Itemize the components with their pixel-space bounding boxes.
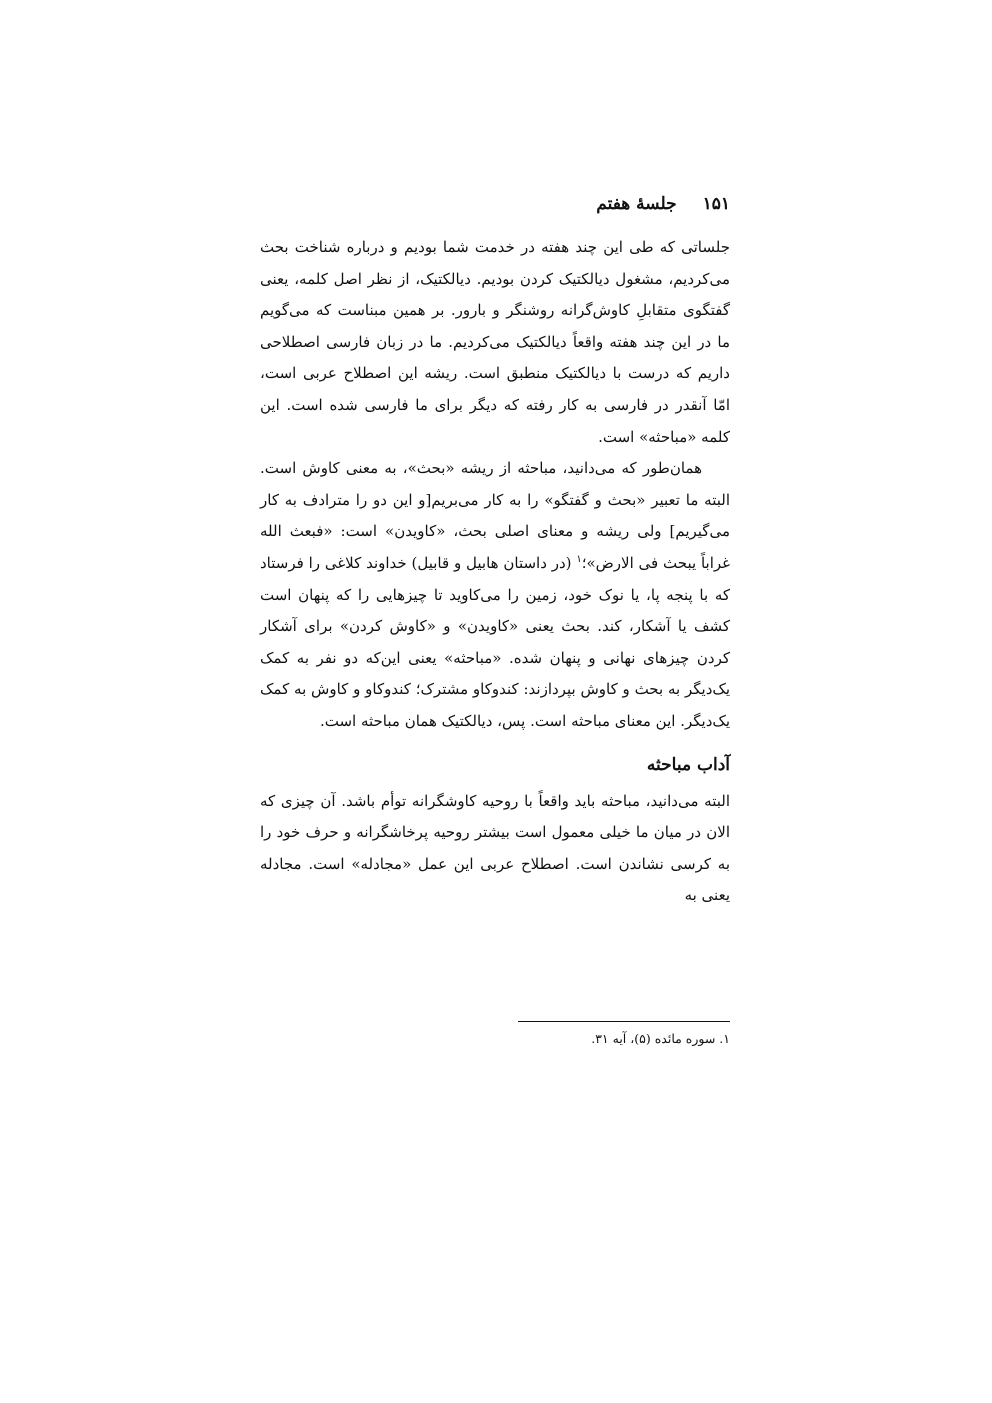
paragraph-3: البته می‌دانید، مباحثه باید واقعاً با روحیه کاوشگرانه توأم باشد. آن چیزی که الان در میان ما خیلی معمول است بیشتر روحیه پرخاشگرانه و حرف خود را به کرسی نشاندن است. اصطلاح عربی این عمل «مجادله» است. مجادله یعنی به — [260, 791, 730, 905]
section-heading: آداب مباحثه — [646, 754, 730, 775]
footnote-divider — [518, 1021, 730, 1022]
running-title: جلسهٔ هفتم — [596, 194, 677, 214]
footnote: ۱. سوره مائده (۵)، آیه ۳۱. — [591, 1031, 730, 1046]
paragraph-1: جلساتی که طی این چند هفته در خدمت شما بودیم و درباره شناخت بحث می‌کردیم، مشغول دیالکتیک کردن بودیم. دیالکتیک، از نظر اصل کلمه، یعنی گفتگوی متقابلِ کاوش‌گرانه روشنگر و بارور. بر همین مبناست که می‌گویم ما در این چند هفته واقعاً دیالکتیک می‌کردیم. ما در زبان فارسی اصطلاحی داریم که درست با دیالکتیک منطبق است. ریشه این اصطلاح عربی است، امّا آنقدر در فارسی به کار رفته که دیگر برای ما فارسی شده است. این کلمه «مباحثه» است. — [260, 238, 730, 446]
paragraph-2 — [260, 453, 730, 737]
page-number: ۱۵۱ — [702, 194, 730, 214]
footnote-reference: ۱ — [576, 553, 582, 565]
page-header — [260, 190, 730, 218]
paragraph-2-part-1: همان‌طور که می‌دانید، مباحثه از ریشه «بحث»، به معنی کاوش است. البته ما تعبیر «بحث و گفتگو» را به کار می‌بریم[و این دو را مترادف به کار می‌گیریم] ولی ریشه و معنای اصلی بحث، «کاویدن» است: «فبعث الله غراباً یبحث فی الارض»؛ — [260, 459, 730, 572]
paragraph-2-part-2: (در داستان هابیل و قابیل) خداوند کلاغی را فرستاد که با پنجه پا، یا نوک خود، زمین را می‌کاوید تا چیزهایی را که پنهان است کشف یا آشکار، کند. بحث یعنی «کاویدن» و «کاوش کردن» برای آشکار کردن چیزهای نهانی و پنهان شده. «مباحثه» یعنی این‌که دو نفر به کمک یک‌دیگر به بحث و کاوش بپردازند: کندوکاو مشترک؛ کندوکاو و کاوش به کمک یک‌دیگر. این معنای مباحثه است. پس، دیالکتیک همان مباحثه است. — [260, 553, 730, 730]
body-text — [260, 232, 730, 912]
